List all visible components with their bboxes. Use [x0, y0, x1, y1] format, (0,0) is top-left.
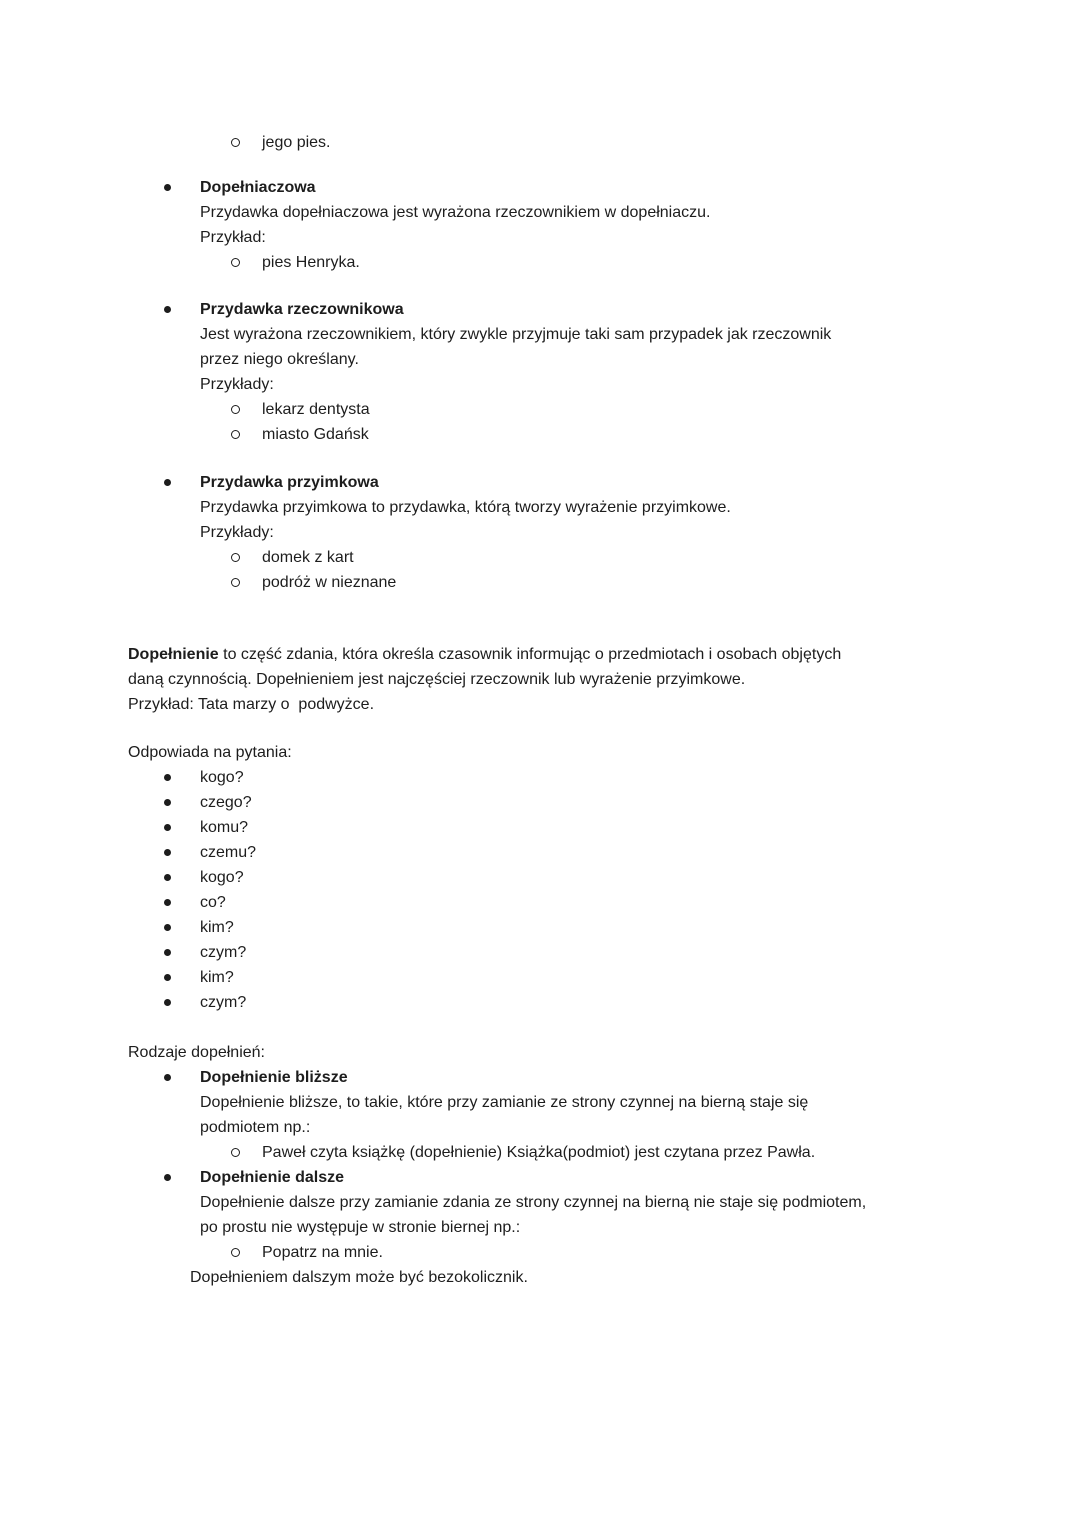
question-text: czym?	[200, 944, 247, 961]
section-note: Dopełnieniem dalszym może być bezokolicznik.	[190, 1269, 528, 1286]
bullet-icon	[164, 924, 171, 931]
bullet-icon	[164, 899, 171, 906]
bullet-icon	[164, 1174, 171, 1181]
bullet-icon	[164, 874, 171, 881]
examples-label: Przykład:	[200, 229, 266, 246]
list-item	[262, 250, 1044, 275]
section-przydawka-rzeczownikowa	[200, 297, 1044, 447]
list-item	[200, 965, 1044, 990]
example-text: pies Henryka.	[262, 254, 360, 271]
dopelnienie-definition	[128, 642, 1044, 717]
bullet-icon	[164, 824, 171, 831]
section-description-line: przez niego określany.	[200, 351, 359, 368]
question-text: czym?	[200, 994, 247, 1011]
list-item	[200, 840, 1044, 865]
example-text: lekarz dentysta	[262, 401, 370, 418]
section-description-line: podmiotem np.:	[200, 1119, 311, 1136]
question-text: co?	[200, 894, 226, 911]
section-title: Przydawka rzeczownikowa	[200, 301, 404, 318]
bullet-icon	[164, 479, 171, 486]
examples-label: Przykłady:	[200, 376, 274, 393]
circle-bullet-icon	[231, 138, 240, 147]
section-dopelnienie-blizsze	[200, 1065, 1044, 1165]
list-item	[200, 940, 1044, 965]
section-przydawka-przyimkowa	[200, 470, 1044, 595]
bullet-icon	[164, 774, 171, 781]
question-text: kogo?	[200, 769, 244, 786]
definition-line	[128, 642, 1044, 667]
example-text: miasto Gdańsk	[262, 426, 369, 443]
list-item	[262, 570, 1044, 595]
list-item	[262, 397, 1044, 422]
section-description-line: Przydawka przyimkowa to przydawka, którą tworzy wyrażenie przyimkowe.	[200, 499, 731, 516]
bullet-icon	[164, 849, 171, 856]
section-przydawka-dopelniaczowa	[200, 175, 1044, 275]
section-description-line: Przydawka dopełniaczowa jest wyrażona rzeczownikiem w dopełniaczu.	[200, 204, 711, 221]
term: Dopełnienie	[128, 646, 219, 663]
list-item	[200, 790, 1044, 815]
question-text: kim?	[200, 919, 234, 936]
section-title: Dopełnienie bliższe	[200, 1069, 348, 1086]
list-item	[200, 815, 1044, 840]
example-text: Paweł czyta książkę (dopełnienie) Książka(podmiot) jest czytana przez Pawła.	[262, 1144, 816, 1161]
definition-example-line: Przykład: Tata marzy o podwyżce.	[128, 696, 375, 713]
question-text: kogo?	[200, 869, 244, 886]
example-text: jego pies.	[262, 134, 331, 151]
circle-bullet-icon	[231, 430, 240, 439]
list-item	[262, 1240, 1044, 1265]
bullet-icon	[164, 306, 171, 313]
circle-bullet-icon	[231, 258, 240, 267]
list-item	[200, 765, 1044, 790]
bullet-icon	[164, 1074, 171, 1081]
bullet-icon	[164, 999, 171, 1006]
section-description-line: Dopełnienie bliższe, to takie, które przy zamianie ze strony czynnej na bierną staje się	[200, 1094, 809, 1111]
list-item	[262, 422, 1044, 447]
question-text: kim?	[200, 969, 234, 986]
list-item	[262, 545, 1044, 570]
bullet-icon	[164, 949, 171, 956]
section-title: Dopełnienie dalsze	[200, 1169, 345, 1186]
bullet-icon	[164, 184, 171, 191]
circle-bullet-icon	[231, 1148, 240, 1157]
list-item	[262, 130, 1044, 155]
definition-line: daną czynnością. Dopełnieniem jest najczęściej rzeczownik lub wyrażenie przyimkowe.	[128, 671, 746, 688]
bullet-icon	[164, 799, 171, 806]
examples-label: Przykłady:	[200, 524, 274, 541]
section-description-line: Jest wyrażona rzeczownikiem, który zwykle przyjmuje taki sam przypadek jak rzeczownik	[200, 326, 832, 343]
circle-bullet-icon	[231, 405, 240, 414]
section-title: Przydawka przyimkowa	[200, 474, 379, 491]
list-item	[200, 865, 1044, 890]
bullet-icon	[164, 974, 171, 981]
list-item	[200, 990, 1044, 1015]
question-text: komu?	[200, 819, 249, 836]
questions-label: Odpowiada na pytania:	[128, 744, 292, 761]
section-description-line: Dopełnienie dalsze przy zamianie zdania ze strony czynnej na bierną nie staje się podmiotem,	[200, 1194, 867, 1211]
section-title: Dopełniaczowa	[200, 179, 316, 196]
list-item	[200, 890, 1044, 915]
list-item	[262, 1140, 1044, 1165]
definition-text: to część zdania, która określa czasownik informując o przedmiotach i osobach objętych	[218, 646, 842, 663]
question-text: czemu?	[200, 844, 257, 861]
example-text: Popatrz na mnie.	[262, 1244, 383, 1261]
section-description-line: po prostu nie występuje w stronie biernej np.:	[200, 1219, 521, 1236]
list-item	[200, 915, 1044, 940]
example-text: domek z kart	[262, 549, 354, 566]
rodzaje-label: Rodzaje dopełnień:	[128, 1044, 265, 1061]
example-text: podróż w nieznane	[262, 574, 397, 591]
circle-bullet-icon	[231, 1248, 240, 1257]
question-text: czego?	[200, 794, 252, 811]
section-dopelnienie-dalsze	[190, 1165, 1044, 1290]
questions-list	[128, 765, 1044, 1015]
circle-bullet-icon	[231, 578, 240, 587]
circle-bullet-icon	[231, 553, 240, 562]
